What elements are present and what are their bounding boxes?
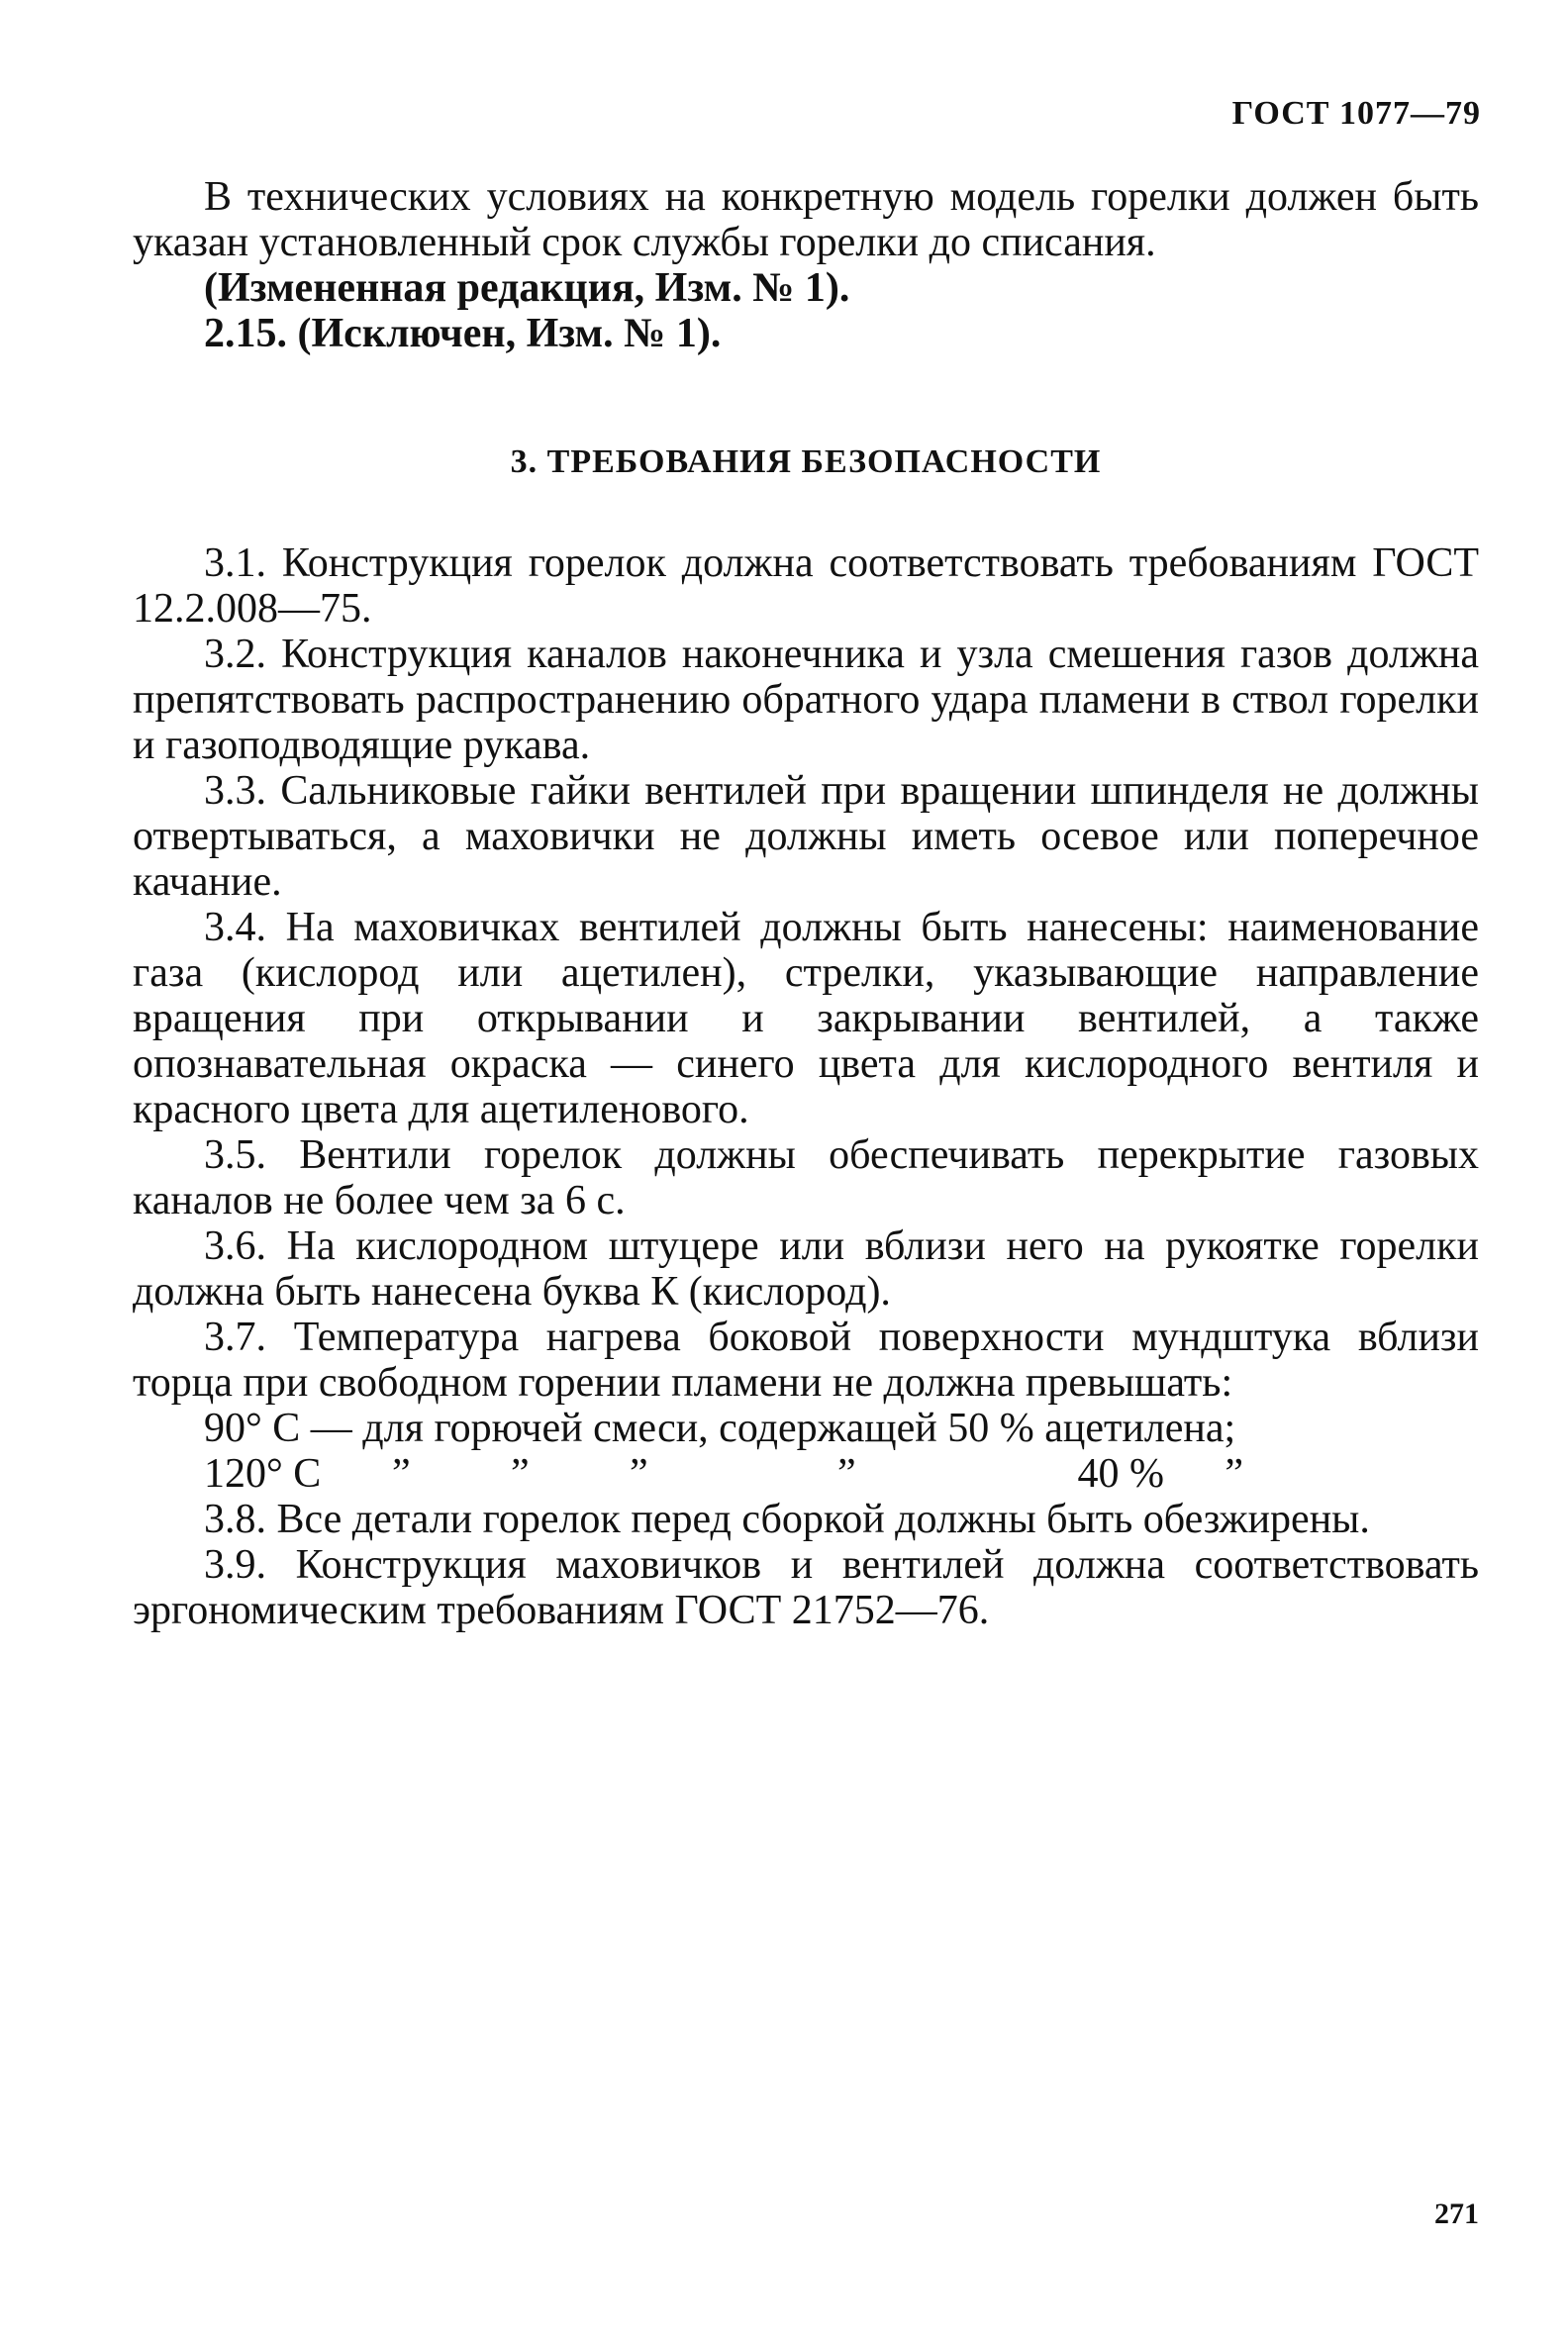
- paragraph-3-1: 3.1. Конструкция горелок должна соответствовать требованиям ГОСТ 12.2.008—75.: [133, 540, 1479, 632]
- paragraph-3-2: 3.2. Конструкция каналов наконечника и узла смешения газов должна препятствовать распространению обратного удара пламени в ствол горелки и газоподводящие рукава.: [133, 632, 1479, 768]
- document-header: ГОСТ 1077—79: [1231, 95, 1481, 132]
- paragraph-3-3: 3.3. Сальниковые гайки вентилей при вращении шпинделя не должны отвертываться, а маховички не должны иметь осевое или поперечное качание.: [133, 768, 1479, 905]
- paragraph-3-5: 3.5. Вентили горелок должны обеспечивать перекрытие газовых каналов не более чем за 6 с.: [133, 1132, 1479, 1223]
- temperature-value: 120° С: [204, 1451, 322, 1497]
- ditto-mark: ”: [837, 1451, 856, 1497]
- ditto-mark: ”: [511, 1451, 530, 1497]
- paragraph-3-7: 3.7. Температура нагрева боковой поверхности мундштука вблизи торца при свободном горении пламени не должна превышать:: [133, 1315, 1479, 1406]
- section-title: 3. ТРЕБОВАНИЯ БЕЗОПАСНОСТИ: [510, 443, 1102, 480]
- paragraph-3-6: 3.6. На кислородном штуцере или вблизи него на рукоятке горелки должна быть нанесена буква К (кислород).: [133, 1223, 1479, 1315]
- ditto-mark: ”: [392, 1451, 411, 1497]
- note-changed-edition: (Измененная редакция, Изм. № 1).: [204, 265, 850, 311]
- paragraph-3-4: 3.4. На маховичках вентилей должны быть нанесены: наименование газа (кислород или ацетилен), стрелки, указывающие направление вращения при открывании и закрывании вентилей, а также опознавательная окраска — синего цвета для кислородного вентиля и красного цвета для ацетиленового.: [133, 905, 1479, 1132]
- paragraph-3-9: 3.9. Конструкция маховичков и вентилей должна соответствовать эргономическим требованиям ГОСТ 21752—76.: [133, 1542, 1479, 1633]
- paragraph-3-8: 3.8. Все детали горелок перед сборкой должны быть обезжирены.: [204, 1497, 1370, 1542]
- document-body: [133, 174, 1479, 1633]
- temperature-line-2: [133, 1451, 1479, 1497]
- temperature-line-1: 90° С — для горючей смеси, содержащей 50 % ацетилена;: [204, 1406, 1236, 1451]
- page-number: 271: [1434, 2197, 1479, 2230]
- paragraph-2-15: 2.15. (Исключен, Изм. № 1).: [204, 311, 722, 356]
- ditto-mark: ”: [1225, 1451, 1243, 1497]
- paragraph-intro: В технических условиях на конкретную модель горелки должен быть указан установленный срок службы горелки до списания.: [133, 174, 1479, 265]
- ditto-mark: ”: [630, 1451, 648, 1497]
- percent-value: 40 %: [1077, 1451, 1164, 1497]
